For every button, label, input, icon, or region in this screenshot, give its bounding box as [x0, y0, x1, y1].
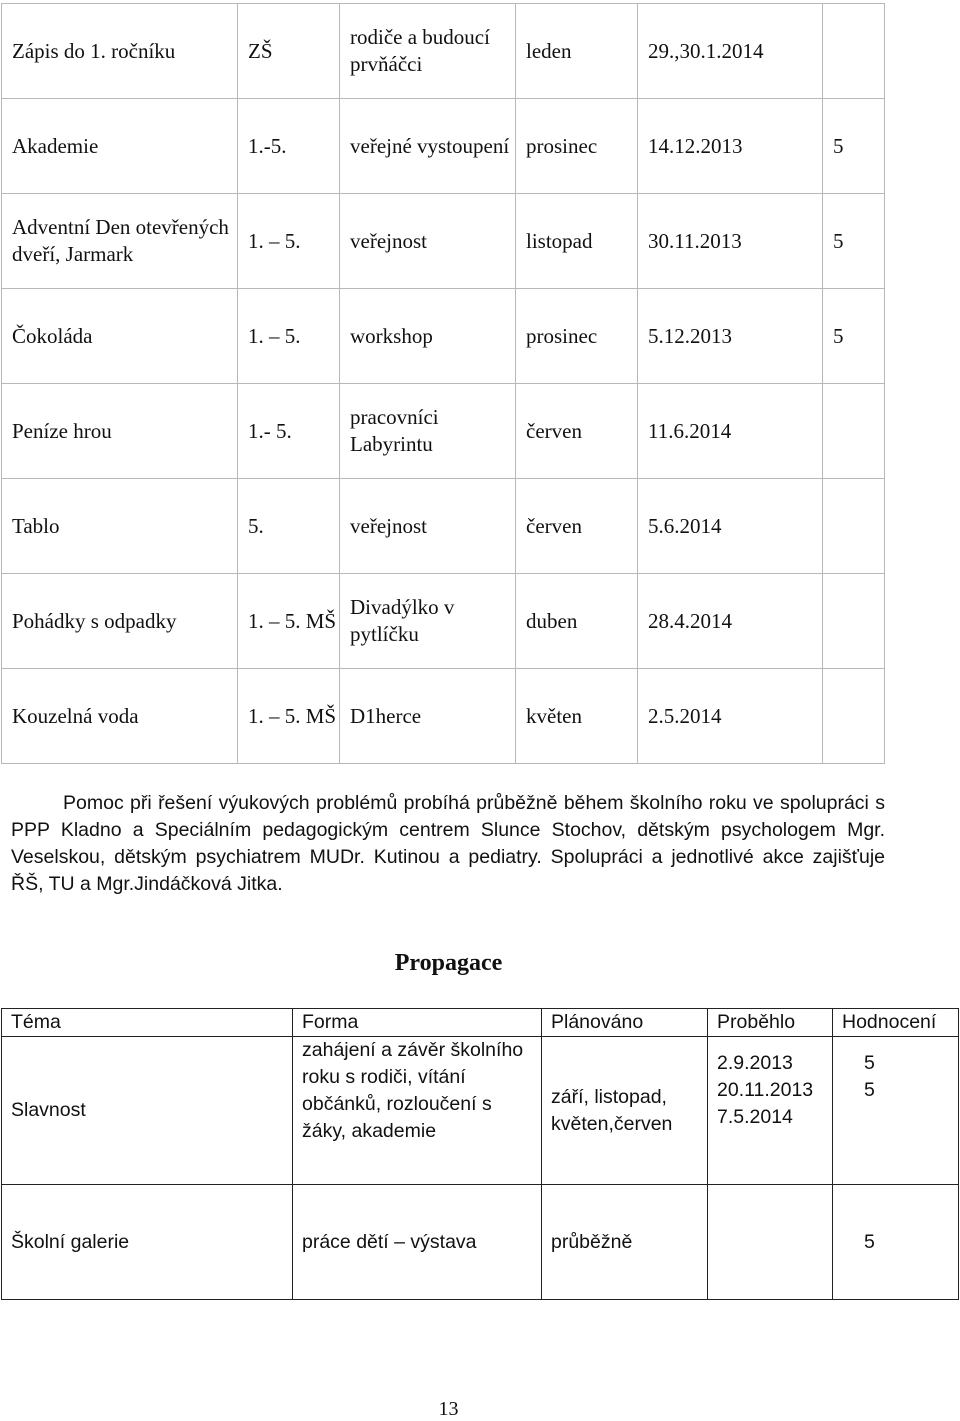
month-cell: listopad: [516, 194, 638, 289]
audience-cell: rodiče a budoucí prvňáčci: [340, 4, 516, 99]
planovano-cell: průběžně: [542, 1185, 708, 1300]
probehlo-date: 20.11.2013: [717, 1079, 814, 1101]
rating-cell: [823, 669, 885, 764]
tema-cell: Školní galerie: [2, 1185, 293, 1300]
table-row: [2, 1185, 959, 1300]
audience-cell: Divadýlko v pytlíčku: [340, 574, 516, 669]
grades-cell: 1.- 5.: [238, 384, 340, 479]
event-name-cell: Adventní Den otevřených dveří, Jarmark: [2, 194, 238, 289]
rating-cell: 5: [823, 194, 885, 289]
hodnoceni-value: 5: [864, 1052, 875, 1074]
event-name-cell: Čokoláda: [2, 289, 238, 384]
rating-cell: [823, 384, 885, 479]
column-header: Téma: [2, 1009, 293, 1037]
grades-cell: ZŠ: [238, 4, 340, 99]
forma-cell: práce dětí – výstava: [293, 1185, 542, 1300]
event-name-cell: Peníze hrou: [2, 384, 238, 479]
month-cell: květen: [516, 669, 638, 764]
events-table-body: [2, 4, 885, 764]
probehlo-cell: [708, 1037, 833, 1185]
audience-cell: workshop: [340, 289, 516, 384]
hodnoceni-cell: 5: [833, 1185, 959, 1300]
rating-cell: [823, 479, 885, 574]
grades-cell: 1. – 5.: [238, 194, 340, 289]
date-cell: 28.4.2014: [638, 574, 823, 669]
propagace-table: [1, 1008, 959, 1300]
audience-cell: veřejnost: [340, 194, 516, 289]
grades-cell: 1. – 5. MŠ: [238, 669, 340, 764]
month-cell: prosinec: [516, 99, 638, 194]
date-cell: 14.12.2013: [638, 99, 823, 194]
date-cell: 5.6.2014: [638, 479, 823, 574]
event-name-cell: Kouzelná voda: [2, 669, 238, 764]
date-cell: 5.12.2013: [638, 289, 823, 384]
probehlo-date: 7.5.2014: [717, 1106, 793, 1128]
table-row: [2, 99, 885, 194]
audience-cell: veřejnost: [340, 479, 516, 574]
grades-cell: 1.-5.: [238, 99, 340, 194]
table-row: [2, 289, 885, 384]
table-row: [2, 4, 885, 99]
month-cell: leden: [516, 4, 638, 99]
event-name-cell: Tablo: [2, 479, 238, 574]
audience-cell: veřejné vystoupení: [340, 99, 516, 194]
grades-cell: 5.: [238, 479, 340, 574]
date-cell: 2.5.2014: [638, 669, 823, 764]
rating-cell: 5: [823, 289, 885, 384]
table-row: [2, 669, 885, 764]
grades-cell: 1. – 5. MŠ: [238, 574, 340, 669]
rating-cell: [823, 4, 885, 99]
table-row: [2, 194, 885, 289]
hodnoceni-value: 5: [864, 1079, 875, 1101]
column-header: Plánováno: [542, 1009, 708, 1037]
column-header: Hodnocení: [833, 1009, 959, 1037]
column-header: Forma: [293, 1009, 542, 1037]
audience-cell: pracovníci Labyrintu: [340, 384, 516, 479]
support-paragraph-text: Pomoc při řešení výukových problémů probíhá průběžně během školního roku ve spolupráci s PPP Kladno a Speciálním pedagogickým centrem Slunce Stochov, dětským psychologem Mgr. Veselskou, dětským psychiatrem MUDr. Kutinou a pediatry. Spolupráci a jednotlivé akce zajišťuje ŘŠ, TU a Mgr.Jindáčková Jitka.: [11, 792, 885, 895]
date-cell: 11.6.2014: [638, 384, 823, 479]
event-name-cell: Pohádky s odpadky: [2, 574, 238, 669]
event-name-cell: Akademie: [2, 99, 238, 194]
hodnoceni-cell: [833, 1037, 959, 1185]
tema-cell: Slavnost: [2, 1037, 293, 1185]
month-cell: duben: [516, 574, 638, 669]
grades-cell: 1. – 5.: [238, 289, 340, 384]
rating-cell: 5: [823, 99, 885, 194]
date-cell: 29.,30.1.2014: [638, 4, 823, 99]
probehlo-cell: [708, 1185, 833, 1300]
table-row: [2, 574, 885, 669]
month-cell: červen: [516, 384, 638, 479]
table-row: [2, 479, 885, 574]
events-table: [1, 3, 885, 764]
propagace-heading: Propagace: [394, 950, 503, 976]
audience-cell: D1herce: [340, 669, 516, 764]
forma-cell: zahájení a závěr školního roku s rodiči, vítání občánků, rozloučení s žáky, akademie: [293, 1037, 542, 1185]
month-cell: červen: [516, 479, 638, 574]
support-paragraph: [11, 790, 885, 898]
table-row: [2, 384, 885, 479]
planovano-cell: září, listopad, květen,červen: [542, 1037, 708, 1185]
page-number: 13: [438, 1398, 459, 1420]
probehlo-date: 2.9.2013: [717, 1052, 793, 1074]
propagace-header-row: [2, 1009, 959, 1037]
month-cell: prosinec: [516, 289, 638, 384]
table-row: [2, 1037, 959, 1185]
rating-cell: [823, 574, 885, 669]
event-name-cell: Zápis do 1. ročníku: [2, 4, 238, 99]
column-header: Proběhlo: [708, 1009, 833, 1037]
date-cell: 30.11.2013: [638, 194, 823, 289]
